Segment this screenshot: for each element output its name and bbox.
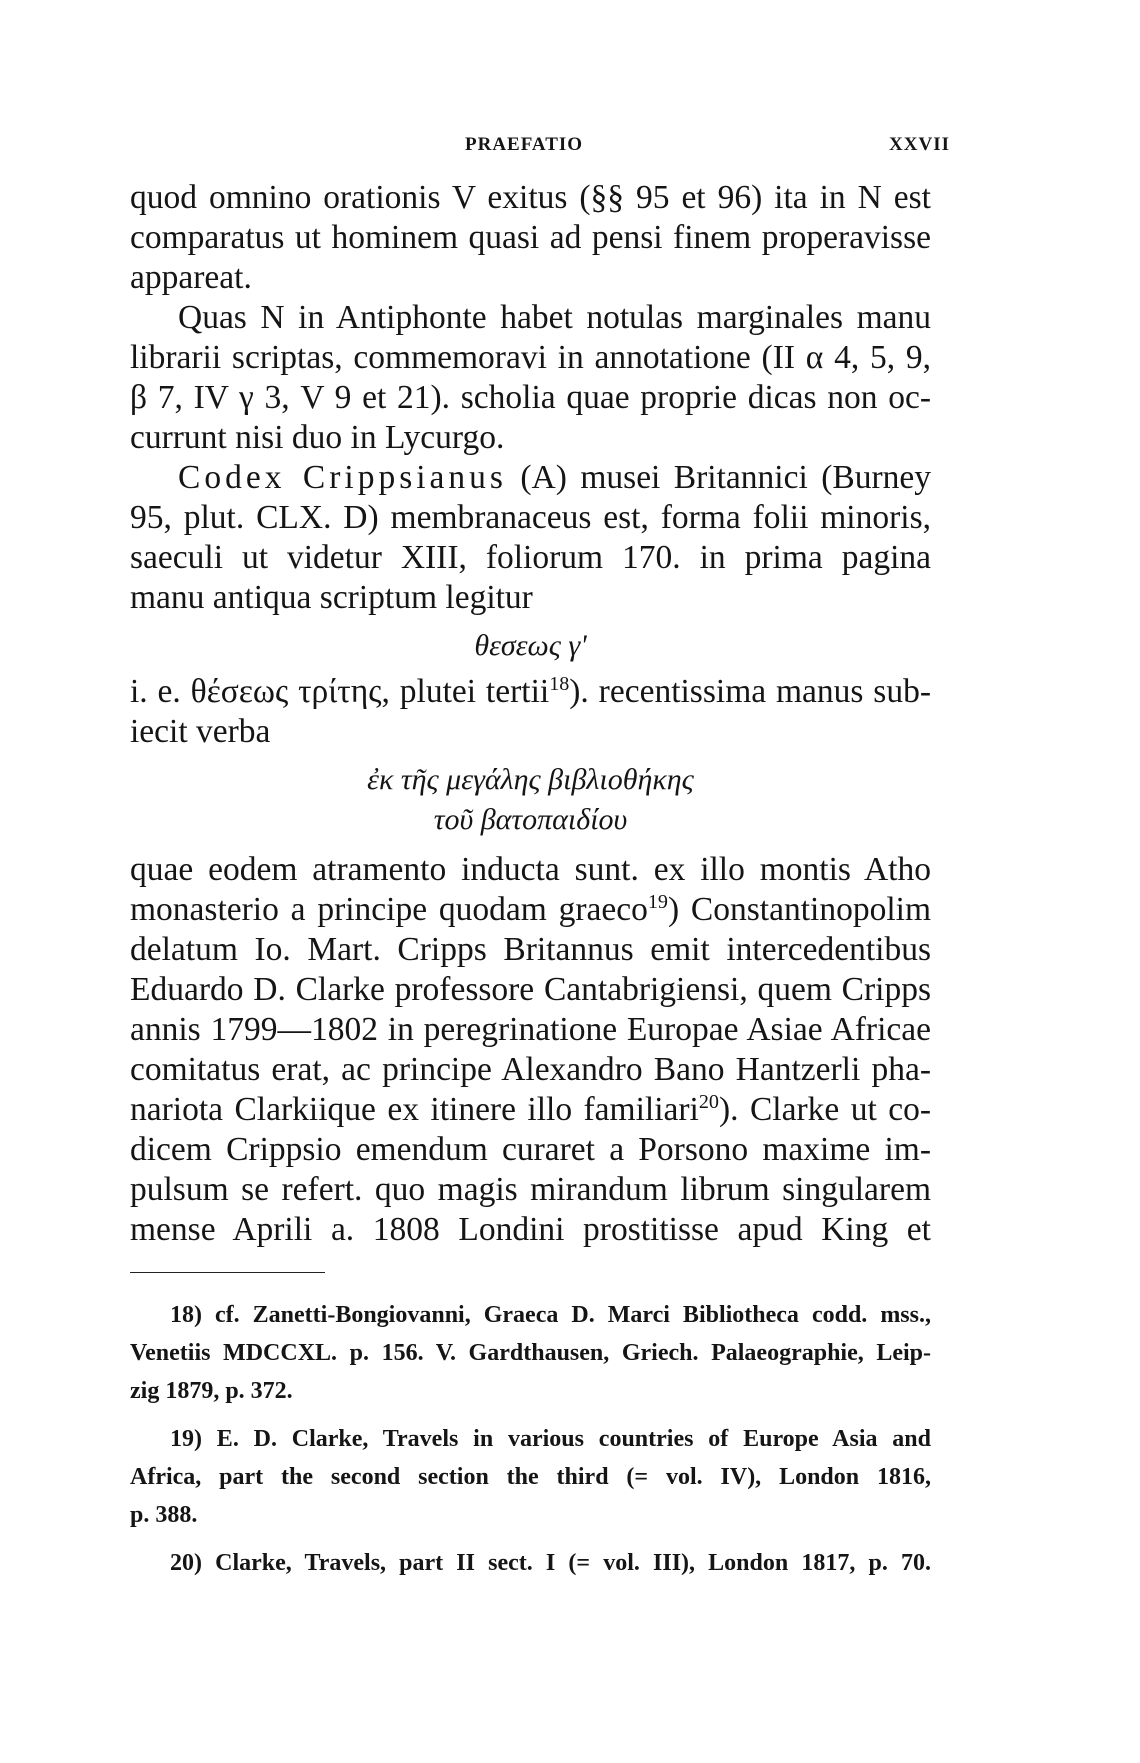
body-line: Eduardo D. Clarke professore Cantabrigiensi, quem Cripps: [130, 971, 931, 1008]
body-line-post: ). Clarke ut co-: [718, 1091, 931, 1128]
body-line-pre: i. e. θέσεως τρίτης, plutei tertii: [130, 673, 550, 710]
body-line: iecit verba: [130, 713, 271, 750]
body-line: delatum Io. Mart. Cripps Britannus emit intercedentibus: [130, 931, 931, 968]
footnote-line: Africa, part the second section the third (= vol. IV), London 1816,: [130, 1464, 931, 1490]
footnote-ref: 18: [549, 672, 570, 695]
body-line: manu antiqua scriptum legitur: [130, 579, 533, 616]
body-line-rest: (A) musei Britannici (Burney: [506, 459, 931, 496]
body-line-pre: monasterio a principe quodam graeco: [130, 891, 648, 928]
body-line: quod omnino orationis V exitus (§§ 95 et 96) ita in N est: [130, 179, 931, 216]
body-line: appareat.: [130, 259, 252, 296]
footnote-line: zig 1879, p. 372.: [130, 1378, 293, 1404]
body-line: comparatus ut hominem quasi ad pensi finem properavisse: [130, 219, 931, 256]
running-header: [465, 134, 950, 164]
body-line: [130, 890, 931, 930]
footnote-ref: 19: [647, 890, 668, 913]
greek-inscription: ἐκ τῆς μεγάλης βιβλιοθήκης: [367, 763, 694, 796]
body-line: [130, 458, 931, 498]
footnote-rule: [130, 1272, 325, 1273]
body-line: librarii scriptas, commemoravi in annotatione (II α 4, 5, 9,: [130, 339, 931, 376]
body-line: [130, 672, 931, 712]
body-line-post: ) Constantinopolim: [667, 891, 931, 928]
body-line: Quas N in Antiphonte habet notulas marginales manu: [178, 299, 931, 336]
body-line: [130, 1090, 931, 1130]
body-line: β 7, IV γ 3, V 9 et 21). scholia quae proprie dicas non oc-: [130, 379, 931, 416]
greek-inscription: τοῦ βατοπαιδίου: [433, 803, 628, 836]
body-line-post: ). recentissima manus sub-: [569, 673, 932, 710]
body-line: dicem Crippsio emendum curaret a Porsono maxime im-: [130, 1131, 931, 1168]
header-title: PRAEFATIO: [465, 134, 584, 155]
body-line: 95, plut. CLX. D) membranaceus est, forma folii minoris,: [130, 499, 931, 536]
body-line-pre: nariota Clarkiique ex itinere illo familiari: [130, 1091, 699, 1128]
footnote-line: 19) E. D. Clarke, Travels in various countries of Europe Asia and: [170, 1426, 931, 1452]
footnote-line: p. 388.: [130, 1502, 198, 1528]
body-line: mense Aprili a. 1808 Londini prostitisse apud King et: [130, 1211, 931, 1248]
body-line: saeculi ut videtur XIII, foliorum 170. in prima pagina: [130, 539, 931, 576]
page-number: XXVII: [889, 134, 950, 155]
footnote-line: Venetiis MDCCXL. p. 156. V. Gardthausen, Griech. Palaeographie, Leip-: [130, 1340, 931, 1366]
body-line: pulsum se refert. quo magis mirandum librum singularem: [130, 1171, 931, 1208]
footnote-line: 20) Clarke, Travels, part II sect. I (= vol. III), London 1817, p. 70.: [170, 1550, 931, 1576]
footnote-line: 18) cf. Zanetti-Bongiovanni, Graeca D. Marci Bibliotheca codd. mss.,: [170, 1302, 931, 1328]
footnote-ref: 20: [698, 1090, 719, 1113]
body-line: quae eodem atramento inducta sunt. ex illo montis Atho: [130, 851, 931, 888]
body-line: annis 1799—1802 in peregrinatione Europae Asiae Africae: [130, 1011, 931, 1048]
body-line: currunt nisi duo in Lycurgo.: [130, 419, 505, 456]
codex-name: Codex Crippsianus: [178, 459, 507, 496]
greek-inscription: θεσεως γ': [474, 629, 587, 662]
body-line: comitatus erat, ac principe Alexandro Bano Hantzerli pha-: [130, 1051, 931, 1088]
